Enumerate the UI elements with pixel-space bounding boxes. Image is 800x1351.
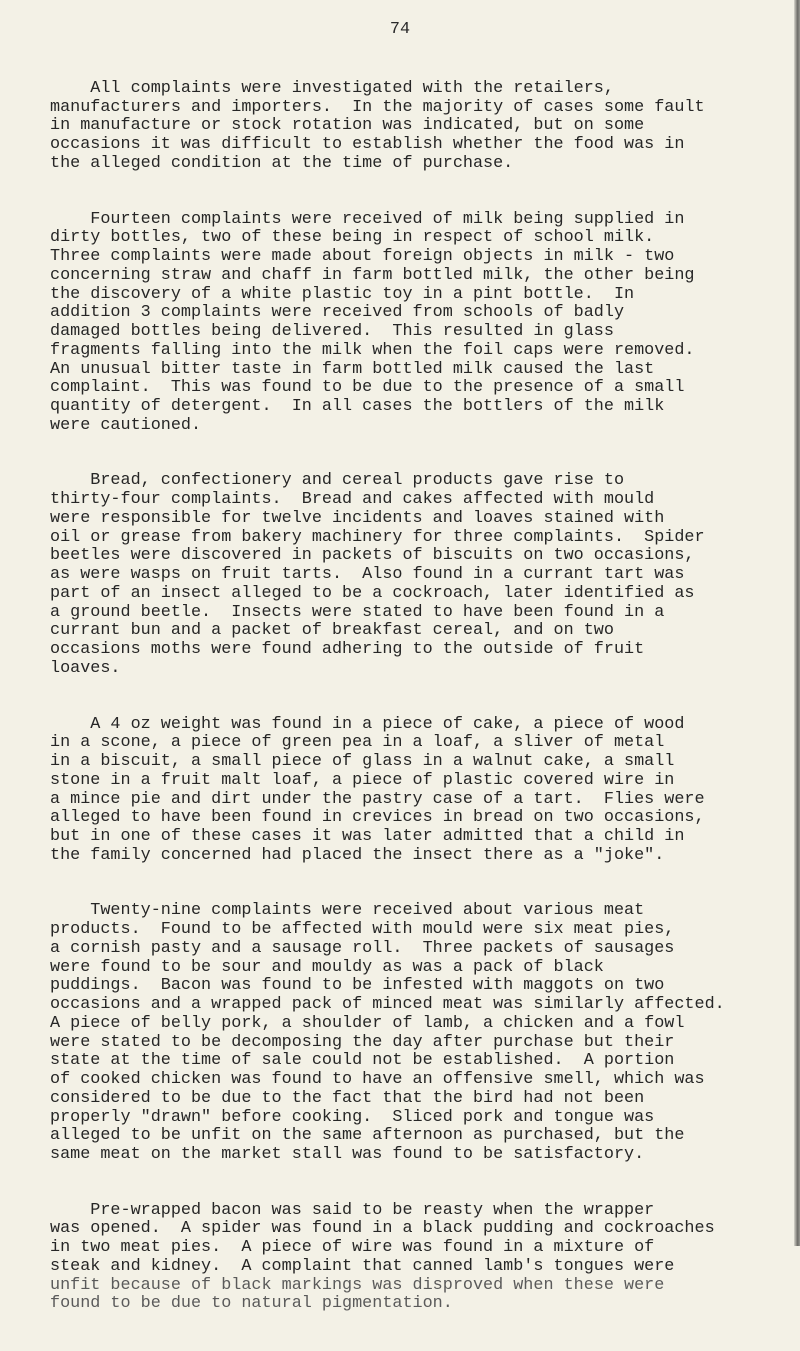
text-line: same meat on the market stall was found to be satisfactory. — [50, 1144, 645, 1164]
paragraph — [50, 716, 725, 866]
text-line: unfit because of black markings was disproved when these were — [50, 1275, 665, 1295]
text-line: was opened. A spider was found in a black pudding and cockroaches — [50, 1219, 715, 1239]
text-line: fragments falling into the milk when the foil caps were removed. — [50, 340, 695, 360]
text-line: beetles were discovered in packets of biscuits on two occasions, — [50, 546, 695, 566]
text-line: in two meat pies. A piece of wire was found in a mixture of — [50, 1238, 655, 1258]
text-line: steak and kidney. A complaint that canned lamb's tongues were — [50, 1256, 675, 1276]
text-line: Bread, confectionery and cereal products gave rise to — [50, 471, 625, 491]
text-line: products. Found to be affected with mould were six meat pies, — [50, 920, 675, 940]
text-line: in a scone, a piece of green pea in a loaf, a sliver of metal — [50, 733, 665, 753]
paragraph — [50, 80, 725, 174]
text-line: currant bun and a packet of breakfast cereal, and on two — [50, 621, 614, 641]
text-line: occasions moths were found adhering to the outside of fruit — [50, 640, 645, 660]
text-line: a cornish pasty and a sausage roll. Three packets of sausages — [50, 938, 675, 958]
text-line: occasions it was difficult to establish whether the food was in — [50, 135, 685, 155]
text-line: dirty bottles, two of these being in respect of school milk. — [50, 228, 655, 248]
text-line: Three complaints were made about foreign objects in milk - two — [50, 247, 675, 267]
text-line: loaves. — [50, 658, 121, 678]
text-line: A 4 oz weight was found in a piece of cake, a piece of wood — [50, 714, 685, 734]
text-line: manufacturers and importers. In the majority of cases some fault — [50, 97, 705, 117]
text-line: considered to be due to the fact that the bird had not been — [50, 1088, 645, 1108]
paragraph — [50, 1202, 725, 1314]
text-line: All complaints were investigated with the retailers, — [50, 79, 614, 98]
text-line: alleged to be unfit on the same afternoon as purchased, but the — [50, 1126, 685, 1146]
text-line: the family concerned had placed the insect there as a "joke". — [50, 845, 665, 865]
text-line: in manufacture or stock rotation was indicated, but on some — [50, 116, 645, 136]
text-line: state at the time of sale could not be established. A portion — [50, 1051, 675, 1071]
page-edge-shadow — [794, 0, 800, 1246]
text-line: occasions and a wrapped pack of minced meat was similarly affected. — [50, 995, 725, 1015]
text-line: Fourteen complaints were received of milk being supplied in — [50, 209, 685, 229]
text-line: the alleged condition at the time of purchase. — [50, 153, 514, 173]
text-line: were responsible for twelve incidents and loaves stained with — [50, 508, 665, 528]
text-line: found to be due to natural pigmentation. — [50, 1294, 453, 1314]
paragraph — [50, 472, 725, 678]
text-line: addition 3 complaints were received from schools of badly — [50, 303, 625, 323]
text-line: of cooked chicken was found to have an offensive smell, which was — [50, 1070, 705, 1090]
text-line: complaint. This was found to be due to the presence of a small — [50, 378, 685, 398]
text-line: puddings. Bacon was found to be infested with maggots on two — [50, 976, 665, 996]
text-line: properly "drawn" before cooking. Sliced pork and tongue was — [50, 1107, 655, 1127]
text-line: were cautioned. — [50, 415, 202, 435]
text-line: as were wasps on fruit tarts. Also found in a currant tart was — [50, 565, 685, 585]
text-line: concerning straw and chaff in farm bottled milk, the other being — [50, 265, 695, 285]
text-line: were stated to be decomposing the day after purchase but their — [50, 1032, 675, 1052]
text-line: a ground beetle. Insects were stated to have been found in a — [50, 602, 665, 622]
document-body — [50, 80, 725, 1351]
paragraph — [50, 211, 725, 436]
text-line: part of an insect alleged to be a cockroach, later identified as — [50, 583, 695, 603]
text-line: the discovery of a white plastic toy in a pint bottle. In — [50, 284, 635, 304]
text-line: were found to be sour and mouldy as was a pack of black — [50, 957, 604, 977]
text-line: stone in a fruit malt loaf, a piece of plastic covered wire in — [50, 770, 675, 790]
text-line: a mince pie and dirt under the pastry case of a tart. Flies were — [50, 789, 705, 809]
text-line: damaged bottles being delivered. This resulted in glass — [50, 322, 614, 342]
text-line: but in one of these cases it was later admitted that a child in — [50, 826, 685, 846]
page-number: 74 — [389, 20, 411, 39]
text-line: in a biscuit, a small piece of glass in a walnut cake, a small — [50, 752, 675, 772]
text-line: A piece of belly pork, a shoulder of lamb, a chicken and a fowl — [50, 1013, 685, 1033]
text-line: oil or grease from bakery machinery for three complaints. Spider — [50, 527, 705, 547]
paragraph — [50, 902, 725, 1164]
text-line: thirty-four complaints. Bread and cakes affected with mould — [50, 490, 655, 510]
text-line: An unusual bitter taste in farm bottled milk caused the last — [50, 359, 655, 379]
text-line: quantity of detergent. In all cases the bottlers of the milk — [50, 397, 665, 417]
text-line: Pre-wrapped bacon was said to be reasty when the wrapper — [50, 1200, 655, 1220]
text-line: Twenty-nine complaints were received about various meat — [50, 901, 645, 921]
text-line: alleged to have been found in crevices in bread on two occasions, — [50, 808, 705, 828]
